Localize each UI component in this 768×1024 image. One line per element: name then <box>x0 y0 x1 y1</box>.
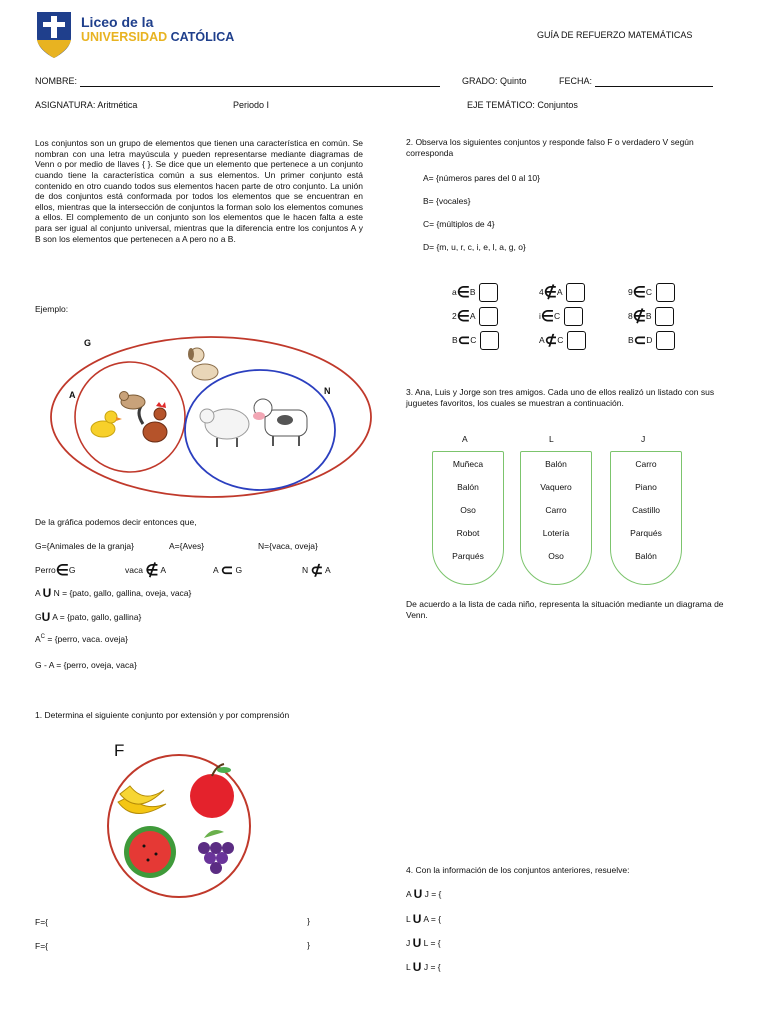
q3-instruction: De acuerdo a la lista de cada niño, representa la situación mediante un diagrama de Venn. <box>406 599 724 620</box>
q2-item-right: C <box>470 334 477 345</box>
sheep-icon <box>200 409 249 447</box>
n-set: N={vaca, oveja} <box>258 541 318 551</box>
relation-3-elem: A <box>213 565 219 575</box>
q4-title: 4. Con la información de los conjuntos anteriores, resuelve: <box>406 865 630 875</box>
list-item: Parqués <box>452 551 484 561</box>
relation-1 <box>35 562 76 581</box>
list-item: Vaquero <box>540 482 572 492</box>
list-item: Muñeca <box>452 459 484 469</box>
q2-set-a: A= {números pares del 0 al 10} <box>423 173 540 183</box>
q1-answer-2-open: F={ <box>35 941 48 951</box>
example-venn-diagram <box>45 332 375 502</box>
q3-list-a <box>432 451 504 585</box>
q2-item-left: B <box>452 334 458 345</box>
answer-checkbox[interactable] <box>655 307 674 326</box>
q4-op-2-left: L <box>406 914 411 924</box>
q4-op-2 <box>406 912 441 927</box>
union-icon: U <box>41 610 51 624</box>
q4-op-1-right: J = { <box>424 889 442 899</box>
q3-list-l <box>520 451 592 585</box>
example-label: Ejemplo: <box>35 304 69 314</box>
logo-line1: Liceo de la <box>81 14 154 30</box>
list-item: Oso <box>548 551 564 561</box>
q4-op-1-left: A <box>406 889 412 899</box>
union-icon: U <box>412 960 422 974</box>
q1-answer-1-field[interactable] <box>50 916 290 925</box>
intersection-result: A = {pato, gallo, gallina} <box>52 612 142 622</box>
q4-op-3-right: L = { <box>423 938 441 948</box>
list-item: Lotería <box>542 528 570 538</box>
set-relation-icon: ∉ <box>632 307 646 325</box>
hen-icon <box>120 392 146 410</box>
answer-checkbox[interactable] <box>479 307 498 326</box>
results-intro: De la gráfica podemos decir entonces que, <box>35 517 197 527</box>
complement-line <box>35 634 128 645</box>
relation-3 <box>213 562 242 581</box>
q2-item-right: B <box>645 310 652 321</box>
venn-set-a <box>75 362 185 472</box>
list-item: Balón <box>635 551 657 561</box>
venn-label-n: N <box>324 386 331 396</box>
q4-op-3-left: J <box>406 938 411 948</box>
q2-item-right: B <box>469 286 476 297</box>
list-item: Robot <box>456 528 480 538</box>
q2-item <box>539 331 586 351</box>
set-relation-icon: ⊂ <box>457 331 471 349</box>
grapes-icon <box>198 830 234 874</box>
school-logo <box>35 10 255 62</box>
q1-answer-2-field[interactable] <box>50 940 290 949</box>
q1-answer-2-close: } <box>307 940 310 950</box>
q2-set-d: D= {m, u, r, c, i, e, l, a, g, o} <box>423 242 526 252</box>
q3-list-name-l: L <box>549 434 554 444</box>
set-relation-icon: ∈ <box>632 283 646 301</box>
q2-item <box>452 283 498 303</box>
q3-title: 3. Ana, Luis y Jorge son tres amigos. Cada uno de ellos realizó un listado con sus juguetes favoritos, los cuales se muestran a continuación. <box>406 387 715 408</box>
relation-2-elem: vaca <box>125 565 143 575</box>
q2-item-left: 4 <box>539 286 544 297</box>
q2-item-right: C <box>553 310 561 321</box>
dog-icon <box>188 348 218 380</box>
logo-line2a: UNIVERSIDAD <box>81 30 168 44</box>
q1-answer-2 <box>35 940 310 952</box>
union-icon: U <box>412 912 422 926</box>
answer-checkbox[interactable] <box>656 283 675 302</box>
q4-op-2-right: A = { <box>423 914 442 924</box>
relation-4-set: A <box>325 565 331 575</box>
list-item: Parqués <box>630 528 662 538</box>
relation-4-elem: N <box>302 565 309 575</box>
list-item: Carro <box>635 459 657 469</box>
fecha-field[interactable] <box>595 77 713 87</box>
q2-item-left: 9 <box>628 286 633 297</box>
not-element-of-icon: ∉ <box>145 562 159 579</box>
relation-1-elem: Perro <box>35 565 56 575</box>
list-item: Piano <box>635 482 657 492</box>
periodo-label: Periodo I <box>233 100 270 110</box>
union-left: A <box>35 588 41 598</box>
fecha-label: FECHA: <box>559 76 593 86</box>
q2-item-left: 8 <box>628 310 633 321</box>
answer-checkbox[interactable] <box>564 307 583 326</box>
q1-answer-1-open: F={ <box>35 917 48 927</box>
q2-item <box>539 283 585 303</box>
intersection-left: G <box>35 612 42 622</box>
q2-item-left: i <box>539 310 541 321</box>
q1-set-label: F <box>114 741 125 760</box>
nombre-row <box>35 76 440 87</box>
venn-label-a: A <box>69 390 76 400</box>
union-icon: U <box>412 936 422 950</box>
union-icon: U <box>42 586 52 600</box>
complement-superscript: C <box>40 634 46 641</box>
q2-item-right: C <box>645 286 652 297</box>
q2-set-b: B= {vocales} <box>423 196 471 206</box>
q2-item <box>539 307 583 327</box>
set-relation-icon: ∈ <box>456 283 470 301</box>
q1-answer-1 <box>35 916 310 928</box>
q2-item-right: D <box>646 334 653 345</box>
answer-checkbox[interactable] <box>566 283 585 302</box>
set-relation-icon: ∈ <box>540 307 554 325</box>
list-item: Carro <box>545 505 567 515</box>
nombre-field[interactable] <box>80 77 440 87</box>
q2-item <box>452 331 499 351</box>
nombre-label: NOMBRE: <box>35 76 78 86</box>
grado-label: GRADO: Quinto <box>462 76 527 86</box>
q4-op-4 <box>406 960 441 975</box>
intersection-line <box>35 610 141 625</box>
q3-list-name-j: J <box>641 434 646 444</box>
relation-3-set: G <box>235 565 243 575</box>
duck-icon <box>91 411 122 437</box>
watermelon-icon <box>124 826 176 878</box>
difference-line: G - A = {perro, oveja, vaca} <box>35 660 137 670</box>
set-relation-icon: ⊂ <box>633 331 647 349</box>
q2-item-left: a <box>452 286 457 297</box>
answer-checkbox[interactable] <box>567 331 586 350</box>
answer-checkbox[interactable] <box>656 331 675 350</box>
answer-checkbox[interactable] <box>479 283 498 302</box>
relation-1-set: G <box>68 565 76 575</box>
union-line <box>35 586 191 601</box>
fecha-row <box>559 76 713 87</box>
q4-op-1 <box>406 887 441 902</box>
q1-title: 1. Determina el siguiente conjunto por extensión y por comprensión <box>35 710 290 720</box>
not-subset-icon: ⊄ <box>310 562 324 579</box>
relation-2 <box>125 562 166 581</box>
relation-4 <box>302 562 331 581</box>
union-icon: U <box>413 887 423 901</box>
asignatura-label: ASIGNATURA: Aritmética <box>35 100 138 110</box>
q2-item-right: A <box>556 286 563 297</box>
cow-icon <box>253 399 307 446</box>
complement-result: = {perro, vaca. oveja} <box>47 634 128 644</box>
element-of-icon: ∈ <box>55 562 69 579</box>
q4-op-4-right: J = { <box>423 962 441 972</box>
q2-set-c: C= {múltiplos de 4} <box>423 219 495 229</box>
q2-item <box>628 283 675 303</box>
q2-item-left: B <box>628 334 634 345</box>
intro-paragraph: Los conjuntos son un grupo de elementos que tienen una característica en común. Se nombran con una letra mayúscula y pueden representarse mediante diagramas de Venn o por medio de llaves { }. Se dice que un elemento que pertenece a un conjunto cuando tiene la característica común a sus elementos. Un primer conjunto está contenido en otro cuando todos sus elementos hacen parte de otro conjunto. La unión de dos conjuntos está conformada por todos los elementos que se encuentran en ellos, mientras que la intersección de conjuntos la forman solo los elementos comunes a ellos. El complemento de un conjunto son los elementos que le hacen falta a este para ser igual al conjunto universal, mientras que la diferencia entre los conjuntos A y B son los elementos que pertenecen a A pero no a B. <box>35 138 363 244</box>
q2-title: 2. Observa los siguientes conjuntos y responde falso F o verdadero V según corresponda <box>406 137 694 158</box>
union-result: N = {pato, gallo, gallina, oveja, vaca} <box>53 588 192 598</box>
guide-title: GUÍA DE REFUERZO MATEMÁTICAS <box>537 30 693 40</box>
g-set: G={Animales de la granja} <box>35 541 134 551</box>
answer-checkbox[interactable] <box>480 331 499 350</box>
q2-item <box>628 307 674 327</box>
q2-item <box>628 331 675 351</box>
banana-icon <box>118 786 166 814</box>
shield-logo-icon <box>35 10 73 60</box>
q2-item <box>452 307 498 327</box>
q4-op-3 <box>406 936 441 951</box>
q2-item-right: C <box>557 334 564 345</box>
list-item: Castillo <box>632 505 660 515</box>
list-item: Oso <box>460 505 476 515</box>
q3-list-name-a: A <box>462 434 468 444</box>
list-item: Balón <box>545 459 567 469</box>
complement-set: A <box>35 634 41 644</box>
venn-label-g: G <box>84 338 92 348</box>
set-relation-icon: ∉ <box>543 283 557 301</box>
q1-answer-1-close: } <box>307 916 310 926</box>
fruit-set-diagram <box>104 752 254 900</box>
a-set: A={Aves} <box>169 541 205 551</box>
set-relation-icon: ⊄ <box>544 331 558 349</box>
q2-item-left: A <box>539 334 545 345</box>
subset-icon: ⊂ <box>220 562 234 579</box>
set-relation-icon: ∈ <box>456 307 470 325</box>
logo-line2b: CATÓLICA <box>170 30 235 44</box>
list-item: Balón <box>457 482 479 492</box>
relation-2-set: A <box>160 565 166 575</box>
q2-item-right: A <box>469 310 476 321</box>
q2-item-left: 2 <box>452 310 457 321</box>
eje-label: EJE TEMÁTICO: Conjuntos <box>467 100 578 110</box>
rooster-icon <box>139 402 167 442</box>
apple-icon <box>190 764 234 818</box>
q3-list-j <box>610 451 682 585</box>
q4-op-4-left: L <box>406 962 411 972</box>
